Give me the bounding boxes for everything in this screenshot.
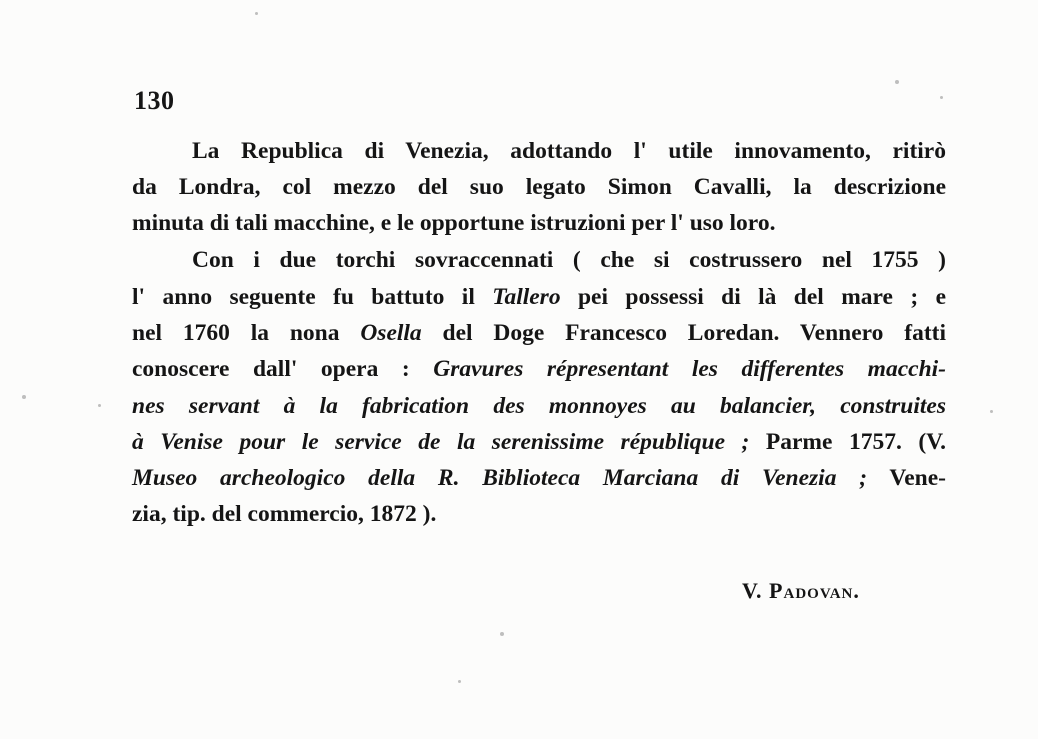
text-run: del Doge Francesco Loredan. Vennero fatti	[421, 320, 946, 346]
paragraph-2-line-1: Con i due torchi sovraccennati ( che si costrussero nel 1755 )	[192, 247, 946, 273]
scan-speck	[940, 96, 943, 99]
italic-book-title: Gravures répresentant les differentes macchi-	[433, 356, 946, 382]
italic-book-title: à Venise pour le service de la serenissime république ;	[132, 429, 750, 455]
page-number: 130	[134, 86, 175, 115]
text-run: pei possessi di là del mare ; e	[560, 284, 946, 310]
scan-speck	[22, 395, 26, 399]
paragraph-1-line-2: da Londra, col mezzo del suo legato Simon Cavalli, la descrizione	[132, 174, 946, 200]
paragraph-1-line-1: La Republica di Venezia, adottando l' utile innovamento, ritirò	[192, 138, 946, 164]
text-run: Vene-	[867, 465, 946, 491]
paragraph-2-line-7	[132, 463, 946, 493]
scan-speck	[255, 12, 258, 15]
author-signature: V. Padovan.	[742, 578, 860, 603]
scan-speck	[98, 404, 101, 407]
scan-speck	[895, 80, 899, 84]
italic-term-tallero: Tallero	[492, 284, 561, 310]
text-run: Parme 1757. (V.	[749, 429, 946, 455]
scan-speck	[458, 680, 461, 683]
paragraph-2-line-6	[132, 427, 946, 457]
scan-speck	[500, 632, 504, 636]
paragraph-1-line-3: minuta di tali macchine, e le opportune istruzioni per l' uso loro.	[132, 210, 776, 236]
text-run: l' anno seguente fu battuto il	[132, 284, 493, 310]
scan-speck	[990, 410, 993, 413]
paragraph-2-line-4	[132, 354, 946, 384]
paragraph-2-line-5: nes servant à la fabrication des monnoyes au balancier, construites	[132, 393, 946, 419]
text-run: nel 1760 la nona	[132, 320, 361, 346]
italic-reference-title: Museo archeologico della R. Biblioteca Marciana di Venezia ;	[132, 465, 868, 491]
paragraph-2-line-2	[132, 282, 946, 312]
paragraph-2-line-3	[132, 318, 946, 348]
text-run: conoscere dall' opera :	[132, 356, 434, 382]
paragraph-2-line-8: zia, tip. del commercio, 1872 ).	[132, 501, 437, 527]
italic-term-osella: Osella	[360, 320, 422, 346]
